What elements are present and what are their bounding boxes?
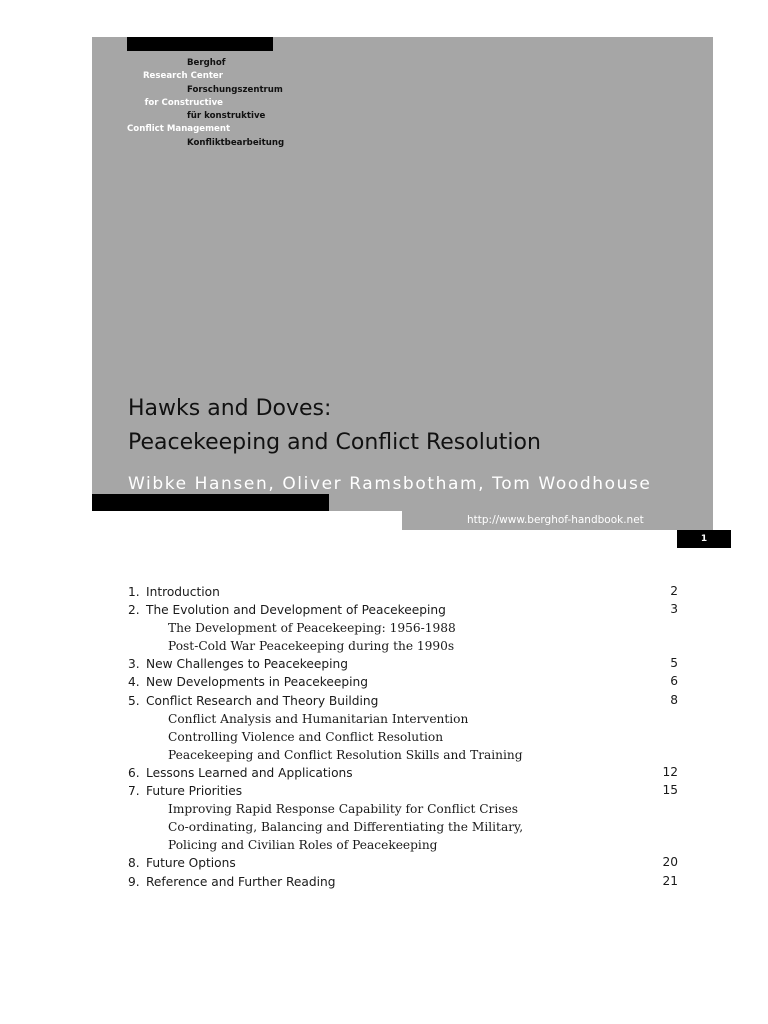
- toc-entry-main: [128, 766, 353, 780]
- logo-line: [127, 57, 223, 70]
- toc-entry-main: [128, 585, 220, 599]
- toc-entry-label: Lessons Learned and Applications: [146, 765, 353, 780]
- toc-entry-label: The Evolution and Development of Peacekeeping: [146, 603, 446, 618]
- toc-entry[interactable]: [128, 853, 678, 871]
- toc-entry[interactable]: [128, 763, 678, 781]
- logo-line: [127, 137, 223, 150]
- toc-subentry-label: Conflict Analysis and Humanitarian Intervention: [168, 711, 469, 726]
- toc-entry[interactable]: [128, 691, 678, 709]
- logo-line: für konstruktive: [187, 111, 266, 122]
- toc-entry-number: 1.: [128, 585, 140, 599]
- toc-entry-number: 7.: [128, 784, 140, 799]
- toc-entry-page: 6: [670, 674, 678, 689]
- toc-entry-number: 8.: [128, 856, 140, 871]
- toc-entry[interactable]: [128, 654, 678, 672]
- toc-subentry-label: The Development of Peacekeeping: 1956-1988: [168, 621, 456, 636]
- document-title: [128, 392, 541, 460]
- page-number-badge: 1: [677, 530, 731, 548]
- cover-bottom-bar: [92, 494, 329, 511]
- toc-entry-number: 9.: [128, 874, 140, 889]
- toc-entry-label: New Challenges to Peacekeeping: [146, 657, 349, 672]
- toc-entry[interactable]: [128, 745, 678, 763]
- toc-entry-label: New Developments in Peacekeeping: [146, 675, 368, 690]
- toc-entry[interactable]: [128, 709, 678, 727]
- toc-entry-label: Future Options: [146, 856, 236, 871]
- toc-entry-page: 2: [670, 584, 678, 598]
- toc-entry-main: [128, 657, 348, 671]
- toc-entry-main: [128, 784, 242, 798]
- toc-entry-page: 15: [662, 783, 678, 798]
- toc-entry[interactable]: [128, 636, 678, 654]
- table-of-contents: [128, 582, 678, 890]
- toc-entry-page: 8: [670, 692, 678, 707]
- toc-entry-main: [128, 694, 378, 708]
- logo-line: Konfliktbearbeitung: [187, 137, 285, 148]
- toc-entry[interactable]: [128, 817, 678, 835]
- toc-entry-number: 5.: [128, 693, 140, 708]
- logo-line: Conflict Management: [127, 124, 231, 135]
- toc-entry-main: [128, 675, 368, 689]
- toc-entry-label: Conflict Research and Theory Building: [146, 693, 379, 708]
- toc-entry[interactable]: [128, 618, 678, 636]
- toc-entry-number: 6.: [128, 765, 140, 780]
- toc-entry[interactable]: [128, 781, 678, 799]
- toc-entry-main: [128, 603, 446, 617]
- toc-entry-page: 3: [670, 602, 678, 617]
- toc-entry-label: Reference and Further Reading: [146, 874, 336, 889]
- toc-entry[interactable]: [128, 672, 678, 690]
- toc-subentry-label: Peacekeeping and Conflict Resolution Skills and Training: [168, 747, 523, 762]
- toc-entry[interactable]: [128, 799, 678, 817]
- toc-entry[interactable]: [128, 835, 678, 853]
- toc-entry-label: Introduction: [146, 585, 220, 599]
- toc-entry-main: [128, 875, 335, 889]
- toc-entry-page: 20: [662, 855, 678, 870]
- title-line-1: Hawks and Doves:: [128, 396, 332, 421]
- toc-subentry-label: Co-ordinating, Balancing and Differentiating the Military,: [168, 820, 524, 835]
- toc-subentry-label: Post-Cold War Peacekeeping during the 1990s: [168, 639, 455, 654]
- logo-line: [127, 84, 223, 97]
- cover-cutout: [92, 511, 402, 530]
- authors: Wibke Hansen, Oliver Ramsbotham, Tom Woodhouse: [128, 474, 652, 494]
- logo-line: for Constructive: [144, 97, 223, 108]
- toc-subentry-label: Policing and Civilian Roles of Peacekeeping: [168, 838, 438, 853]
- logo-line: Forschungszentrum: [187, 84, 283, 95]
- toc-entry-number: 2.: [128, 603, 140, 618]
- toc-subentry-label: Improving Rapid Response Capability for Conflict Crises: [168, 802, 518, 817]
- toc-entry[interactable]: [128, 872, 678, 890]
- toc-entry-page: 12: [662, 764, 678, 779]
- toc-entry-number: 3.: [128, 657, 140, 672]
- title-line-2: Peacekeeping and Conflict Resolution: [128, 430, 541, 455]
- logo-line: Research Center: [142, 71, 223, 82]
- toc-entry[interactable]: [128, 727, 678, 745]
- logo-line: [127, 110, 223, 123]
- website-link[interactable]: http://www.berghof-handbook.net: [467, 514, 644, 526]
- cover-top-bar: [127, 37, 273, 51]
- toc-entry-page: 21: [662, 873, 678, 888]
- toc-subentry-label: Controlling Violence and Conflict Resolution: [168, 729, 444, 744]
- toc-entry[interactable]: [128, 600, 678, 618]
- toc-entry-label: Future Priorities: [146, 784, 243, 799]
- toc-entry-page: 5: [670, 656, 678, 671]
- toc-entry-number: 4.: [128, 675, 140, 690]
- toc-entry-main: [128, 856, 236, 870]
- toc-entry[interactable]: [128, 582, 678, 600]
- logo-line: Berghof: [187, 58, 226, 68]
